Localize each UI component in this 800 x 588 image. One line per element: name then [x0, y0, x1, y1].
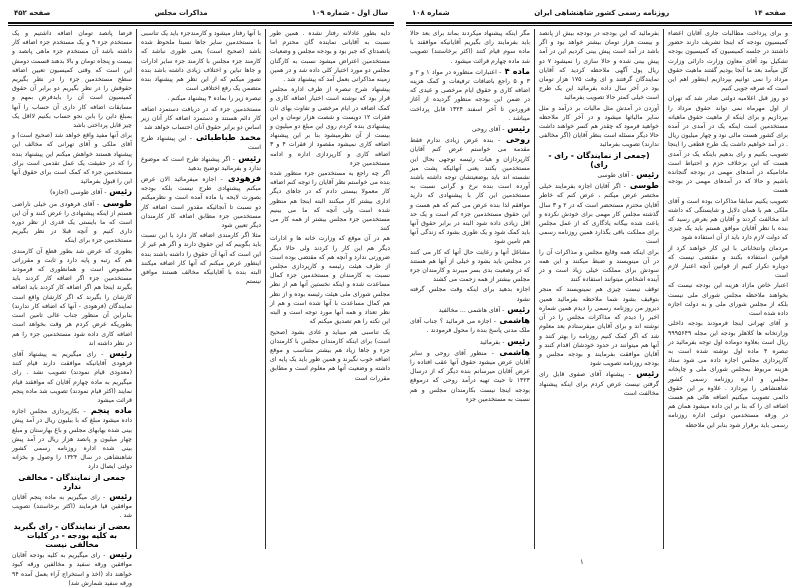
speaker-paragraph: ماده ۴ - اعتبارات منظوره در مواد ۱ و ۲ و ۳ و ۵ راجع باضافات ترفیعات و کمک هزینه اضافه کاری و حقوق ایام مرخصی و عیدی که در ضمن این بودجه منظور گردیده از آغاز فروردین تا آخر اسفند ۱۳۲۴ قابل پرداخت میباشد . — [410, 65, 530, 122]
speaker-name: رئیس — [234, 152, 261, 163]
right-page-title: روزنامه رسمی کشور شاهنشاهی ایران — [534, 9, 670, 17]
body-paragraph: اعتبار خاص مازاد هزینه این بودجه نیست که بخواهند ملاحظه مجلس شورای ملی نیست بلکه از مجلس شورای ملی و به دولت اجازه داده شده است — [668, 282, 788, 318]
body-paragraph: هم در آن موقع که وزارت خانه ها و ادارات دیگر هم این کار را کردند ولی حالا دیگر ضرورتی ندارد و آنچه هم که مقتضی بوده است از طرف هیئت رئیسه و کارپردازی مجلس نسبت به کارمندان و مستخدمین جزء کمال مساعدت شده و اینکه نخستین آنها هم از نظر مجلس شورای ملی هیئت رئیسه بوده و از نظر هم کمال مساعدت با آنها شده است و هم از نظر تعداد و همه آنها مورد توجه است و البته این نکته را هم تصدیق میکنم که — [270, 235, 390, 326]
body-paragraph: برای آنها مفید واقع خواهد شد (صحیح است) و آقای ملکی و آقای تهرانی که مخالف این پیشنهاد هستند خواهش میکنم این پیشنهاد بنده را که در حقیقت یک عمل تقدمی است برای مستخدمین جزء که کمک است برای حقوق آنها این را قبول بفرمائید — [12, 132, 132, 186]
speaker-paragraph: رئیس - رای میگیریم به ماده پنجم آقایان موافقین قیا فرمایند (اکثر برخاستند) تصویب شد . — [12, 490, 132, 520]
left-columns — [8, 29, 394, 587]
speaker-paragraph: طوسی - اگر آقایان اجازه بفرمایند خیلی مختصر عرض میکنم ، عرض کنم که خاطر آقایان محترم مستحضر است که در ۲ و ۳ سال گذشته مجلس کار مهمی برای خودش نکرده و باعث شده بیگانه یادگاری که از عمل مجلس برای مملکت باقی بگذارد همین روزنامه رسمی است — [539, 180, 660, 246]
speaker-paragraph: رئیس - آقای طوسی — [597, 169, 659, 180]
body-paragraph: بطوری که عرض شد بطور قطع آن کارمندی هم که رتبه و پایه دارد و ثابت و مقرراتی مخصوص است و همانطوری که فرمودند مستخدمین جزء اگر اضافه کار کردند باید بگیرند اینجا هم اگر اضافه کار کردند باید اضافه کارشان را بگیرند که اگر کارشان واقع است نمایندگان (فرهودی - آنها که اضافه کار ندارند) بنابراین آن منظور جناب عالی تامین است بطوریکه عرض کردم هر وقت بخواهد است اضافه کاری داده شود مستخدمین جزء را هم در نظر داشته اند — [12, 247, 132, 347]
body-paragraph: برای اینکه همه وقایع مجلس و مذاکرات آن را در آن مینویسند و ضبط میکنند و این همه سودش برای مملکت خیلی زیاد است و در آینده اشخاص میتوانند استفاده کنند — [539, 248, 659, 284]
column — [664, 29, 792, 549]
body-paragraph: با آنها رفتار میشود و کارمندجزء باید یک تناسبی با مستخدمین سایر جاها نسبتا ملحوظ شده باشد (صحیح است) یعنی طوری نباشد که کارمند جزء مجلس با کارمند جزء سایر ادارات و جاها تباین و اختلاف زیادی داشته باشد بنده تصور میکنم که از این نظر هم پیشنهاد بنده متضمن یک رفع اختلافی است — [141, 30, 261, 93]
speaker-paragraph: رئیس - آقای روحی — [471, 123, 530, 134]
speaker-name: رئیس — [630, 368, 659, 379]
body-paragraph: اجازه بدهید برای اینکه وقت مجلس گرفته نشود — [410, 286, 530, 303]
footer-mark: ۱ — [580, 558, 584, 566]
body-paragraph: تبصره زیر را بماده ۴ پیشنهاد میکنم . — [167, 95, 261, 103]
left-page-number: سال اول - شماره ۱۰۹ — [311, 9, 388, 17]
body-paragraph: دو روز قبل اعلامیه دولتی صادر شد که تهران از اول مهرماه نمی تواند حقوق مرداد را بپردازیم و برای اینکه از ماهیت حقوق ماهیانه مستخدمین است اینکه یک در آمدی در آمده برای کشور هست مالی نود و چهار میلیون ریال . در آمد خواهیم داشت یک طرح قطعی را اینجا تصویب بکنیم و رای بدهیم باینکه یک در آمدی هست که این برخلاف حزم و احتیاط است مادامیکه در آمدهای مهمی در بودجه گنجانده باشیم و حالا که در آمدهای مهمی در بودجه هست — [668, 95, 788, 195]
body-paragraph: یک تناسبی هم میباید و عادی بشود (صحیح است) برای اینکه کارمندان مجلس با کارمندان جزء و جاها زیاد هم بیشتر متناسب و موقع اضافه خوب نگیرند و همین طور باید یک پایه ای داشته و وضعیت آنها هم معلوم است و مطابق مقررات است — [270, 328, 390, 382]
left-page — [0, 0, 400, 587]
body-paragraph: مستخدمین جزء که در دریافت دستمزد اضافه کار دائم هستند و دستمزد اضافه کار آنان زیر اساس دو برابر حقوق آنان احتساب خواهد شد — [141, 105, 261, 132]
column — [406, 29, 535, 549]
speaker-paragraph: رئیس - رای میگیریم به کلیه بودجه آقایان موافقین ورقه سفید و مخالفین ورقه کبود خواهند داد (اخذ و استخراج آراء بعمل آمده ۹۴ ورقه سفید شمارش شد) — [12, 549, 132, 587]
body-paragraph: بفرمائید که این بودجه در بودجه بیش از پانصد و بیست هزار تومان بیشتر خواهد بود و اگر باشد در آمد است پیش بینی کردیم این در آمد پیش بینی شده و حالا سازی را نمیشود ۷ دو ریال پول آگهی ملاحظه کردید که آقایان نمایندگان گرفتند و ای وقت ۱۷۵ هزار تومان بود در آخر سال داده بفرمائید این یک طرح است خیلی کمتر حالا تصویب بفرمائید — [539, 30, 659, 102]
speaker-paragraph: رئیس - پیشنهاد آقای صفوی قابل رای گرفتن نیست عرض کردم برای اینکه پیشنهاد مخالفت است — [539, 368, 659, 397]
speaker-name: رئیس — [504, 123, 530, 134]
section-heading: (جمعی از نمایندگان - رای - رای) — [548, 150, 650, 169]
speaker-name: رئیس — [105, 549, 132, 560]
speaker-name: رئیس — [633, 169, 659, 180]
body-paragraph: آوردن در آمدش مثل مالیات بر درآمد و مثل سایر مالیاتها میشود و در آخر کار ملاحظه خواهید فرمود که چقدر هم کسر خواهند داشت حالا دیگر مسئله است بنظر آقایان (اگر مخالفی ندارند) تصویب بفرمائید — [538, 104, 659, 149]
speaker-name: رئیس — [106, 186, 132, 197]
speaker-name: رئیس — [504, 335, 530, 346]
speaker-paragraph: رئیس - آقای هاشمی ... مخالفید — [438, 303, 530, 314]
speaker-name: ماده پنجم — [85, 405, 132, 416]
speaker-name: هاشمی — [493, 346, 530, 357]
speaker-paragraph: هاشمی - منظور آقای روحی و سایر آقایان عرض میشود حقوق آنها عقب افتاده را عرض آقایان میرسانم بنده دیگر که از درسال ۱۳۲۳ تا حیث تهیه درآمد روحی که درموقع بودجه اینجا نیست بکارمندان مجلس و هم نسبت به مستخدمین جزء — [410, 346, 530, 403]
speaker-name: ماده ۴ — [501, 65, 530, 76]
right-running-head — [406, 6, 792, 20]
speaker-name: هاشمی — [496, 315, 530, 326]
speaker-paragraph: رئیس - اگر پیشنهاد طرح است که موضوع ندارد و بفرمائید توضیح بدهید — [141, 152, 261, 172]
speaker-name: روحی — [500, 134, 530, 145]
right-issue-number: شماره ۱۰۸ — [412, 9, 450, 17]
speaker-name: طوسی — [625, 180, 660, 191]
speaker-paragraph: روحی - بنده عرض زیادی ندارم فقط مقدمة می خواستم عرض کنم آقایان کارپردازان و هیات رئیسه توجهی بحال این مستخدمین بکنند یعنی آنهائیکه پشت میز نشسته اند باید بوضعیتشان توجه داشته باشند آورده است بنده نرخ و گرانی نسبت به مستخدمین این کار با پیشنهادی که دارید موافقم لذا بنده عرض می کنم که هم هست و این حقوق مستخدمین جزء کم است و یک حد اقل زیادی داده شود البته در برابر حقوق آنها باید کمک شود و یک طوری بشود که زندگی آنها هم تامین شود — [410, 134, 530, 246]
speaker-paragraph: طوسی - آقای فرهودی من خیلی ناراضی هستم از اینکه پیشنهادی را عرض کنند و آن این است که ما بایستی یک قدری از نظر دوره داری کنیم و آنچه قبلا در نظر بگیریم مستخدمین جزء برای اینکه — [12, 197, 132, 245]
body-paragraph: پیشنهاد شرح تبصره از طرف اداره مجلس قرار بود که نوشته است اختیار اضافه کاری و کمک اضافه در ایام مرخصی و تفاوت بهای نان فقرات ۱۲ دویست و شصت هزار تومان و این پیشنهادی بنده کردم روی این مبلغ دو میلیون و بیست از آن نظرمیشود بنا بر این پیشنهاد اضافه کاری نمیشود مقصود از فقرات ۴ و ۳ اضافه کاری و کارپردازی اداره و ادامه مستخدمین جزء — [270, 86, 391, 167]
column — [535, 29, 664, 549]
body-paragraph: مردمان وانتخاباتی با این کار خواهند کرد از قوانین استفاده بکنند و مقتضی نیست که دوباره تکرار کنیم از قوانین آنچه اعتبار لازم است — [668, 244, 788, 280]
left-page-title: مذاکرات مجلس — [154, 9, 208, 17]
body-paragraph: تصویب یکنیم سابقا مذاکرات بوده است و آقای ملکی هم با همان دلایل و شایستگی که داشته اند مخالفت کردند و آقایان هم بعرض رسید که بنده با نظر آقایان موافق هستم باید یک چیزی که دولت لازم دارد باید از آن استفاده شود — [668, 197, 788, 242]
speaker-name: رئیس — [103, 347, 132, 358]
body-paragraph: و برای پرداخت مطالبات جاری آقایان اعضاء کمیسیون بودجه که اینجا تشریف دارند حضور داشتند در جلسه کمیسیون که کمیسیون بودجه تشکیل بود آقای معاون وزارت دارائی وزارت کل میآمد بعد ما آنجا بودیم گفتند ماهیت حقوق مرداد را نمی توانیم بپردازیم اینطور اهم این است که صرفه جویی کنیم — [668, 30, 788, 93]
speaker-paragraph: رئیس - آقای طوسی (اجازه) — [49, 186, 132, 197]
speaker-name: فرهودی — [222, 173, 261, 184]
header-rule — [8, 22, 394, 26]
body-paragraph: فرضا پانصد تومان اضافه داشتیم و یک مستخدم جزء ۹ و یک مستخدم جزء اضافه کار داشته باشد آن مستخدم جزء ماهی پانصد و بیست و پنجاه تومان و بالا بدهند قسمت دومش این است که وقتی کمیسیون تعیین اضافه سطح مستخدمین جزء را در نظر بگیریم حقوقش را در نظر بگیریم دو برابر آن حقوق کمیسیون است آن را بایدفرض بمهم و مسابقات اضافه کار داری آن حساب را آنها بمبلغ داین را بابن نحو حساب بکنیم لااقل یک چیز قابل پرداختی باشد — [12, 30, 132, 130]
body-paragraph: مگر اینکه پیشنهاد میکردند بماند برای بعد حالا باید بفرمایند رای بگیریم آقایانیکه موافقند با ماده سوم قیام کنند (اکثر برخاستند) تصویب شد ماده چهارم قرائت میشود . — [410, 30, 530, 65]
body-paragraph: توقف نیست چیزی هم نمینویسند که منجر بتوقیف بشود شما ملاحظه بفرمائید همین دیروز من روزنامه رسمی را دیدم همین شماره اخیر را دیدم که مذاکرات مجلس را در آن نوشته اند و برای آقایان میفرستادم بعد معلوم شد که اگر کمک کنیم روزنامه را بهتر کنند و آنها هم میتوانند در حدود خودشان اقدام کنند و آقایان موافقت بفرمایند و بودجه مجلس و بودجه روزنامه تصویب شود — [539, 286, 659, 368]
speaker-paragraph: فرهودی - اجازه میفرمائید الان عرض میکنم پیشنهادی طرح نیست بلکه بودجه بصورت لایحه یا ماده آمده است و نظرمیکنم دو نسبت تا آنجائیکه مقدور است اضافه کار مستخدمین جزء مطابق اضافه کار کارمندان دیگر تعیین شود — [141, 173, 261, 230]
column — [8, 29, 137, 587]
body-paragraph: دایه بطور عادلانه رفتار نشده . همین طور نسبت به آقایانی نماینده گان محترم اما پانصدتاي که جبر بود و بودجه مجلس و وضعیات مستخدمین اعتراض میشود نسبت به کارگنان مجلس دو مورد اختیار کلی داده شد و در همین زمینه مذاکراتی بعمل آمد که پیشنهاد شد . — [269, 30, 390, 84]
left-page-label: صفحه ۴۵۲ — [14, 9, 51, 17]
right-page-label: صفحه ۱۴ — [753, 9, 786, 17]
column — [137, 29, 266, 549]
speaker-name: رئیس — [105, 490, 132, 501]
body-paragraph: مشاغل آنها و رعایت حال آنها که کار می کنند در مجلس باید بشود و خیلی از آنها هم هستند که در وضعیت بدی بسر میبرند و کارمندان جزء مجلس بیشتر از همه زحمت می کشند — [410, 248, 530, 284]
section-heading: جمعی از نمایندگان - مخالفی ندارد — [18, 472, 126, 491]
section-heading: بعضی از نمایندگان - رای بگیرید به کلیه بودجه - در کلیات مخالفی نیست — [13, 521, 131, 549]
speaker-paragraph: محمد طباطبائی - این پیشنهاد طرح است — [141, 132, 261, 152]
right-page — [400, 0, 800, 570]
body-paragraph: اگر چه راجع به مستخدمین جزء منظور شده بنده می خواستم نظر آقایان را توجه کنم اضافه کار معمولا بیستی دادم که در جاهای دیگر اداری بیشتر کار میکنند البته اینجا هم منظور شده است ولی آنچه که ما می بینیم مستخدمین جزء مجلس بیشتر از همه کار می کنند — [270, 170, 390, 233]
speaker-paragraph: ماده پنجم - بکارپردازی مجلس اجازه داده میشود مبلغ که با بیلیون ریال در آمد پیش بینی شده بهابهای مجلس و باغ بهارستان و مبلغ چهار میلیون و پانصد هزار ریال در آمد پیش بینی شده اداره روزنامه رسمی کشور شاهنشاهی در سال ۱۳۲۴ را وصول و بخزانه دولتی ایصال دارد — [12, 405, 133, 471]
right-columns — [406, 29, 792, 549]
speaker-paragraph: رئیس - بفرمائید — [479, 335, 530, 346]
speaker-name: طوسی — [99, 197, 132, 208]
left-running-head — [8, 6, 394, 20]
speaker-name: رئیس — [504, 303, 530, 314]
speaker-paragraph: رئیس - رای میگیریم به پیشنهاد آقای فرهودی آقایانیکه موافقت دارند قیام کنند (معدودی قیام نمودند) تصویب نشد . رای میگیریم به ماده چهارم آقایان که موافقند قیام نمایند (اکثر قیام نمودند) تصویب شد ماده پنجم قرائت میشود — [12, 347, 132, 404]
header-rule — [406, 22, 792, 26]
speaker-paragraph: هاشمی - اجازه می فرمائید ؟ جناب آقای ملک مدنی پاسخ بنده را محول فرمودند . — [410, 315, 530, 335]
body-paragraph: و آقای تهرانی اینجا فرمودند بودجه داخلی وزارتخانه ها کلاهلر بودجه این مجله ۹۹۹۵۶۴۹ ریال است بعلاوه دوماده اول توجه بفرمائید در تبصره ۴ ماده اول نوشته شده است به کارپردازی مجلس اجازه داده می شود ستاد هزینه مربوط بمجلس شورای ملی و چاپخانه مجلس و اداره روزنامه رسمی کشور شاهنشاهی را بپردازد . علاوه بر این حقوق دائمی تصویب میکنیم اضافه هائی هم هست اضافه ای را که بنا بر این داده میشود همان هم در ورقه مستخدمین دولتی اداره روزنامه رسمی باید برقرار شود بنابر این ملاحظه — [668, 320, 789, 429]
column — [266, 29, 394, 549]
body-paragraph: مثلا اگر کارمندی اضافه کار دارد با این نسبت باید بگوییم که این حقوق دارند و اگر هم غیر از این است که آنها آن حقوق را داشته باشند بنده اینطور عرض میکنم که آنها کار اضافه میکنند البته بنده با آقایانیکه مخالف هستند موافق نیستم — [141, 232, 261, 286]
speaker-name: محمد طباطبائی — [191, 132, 261, 143]
